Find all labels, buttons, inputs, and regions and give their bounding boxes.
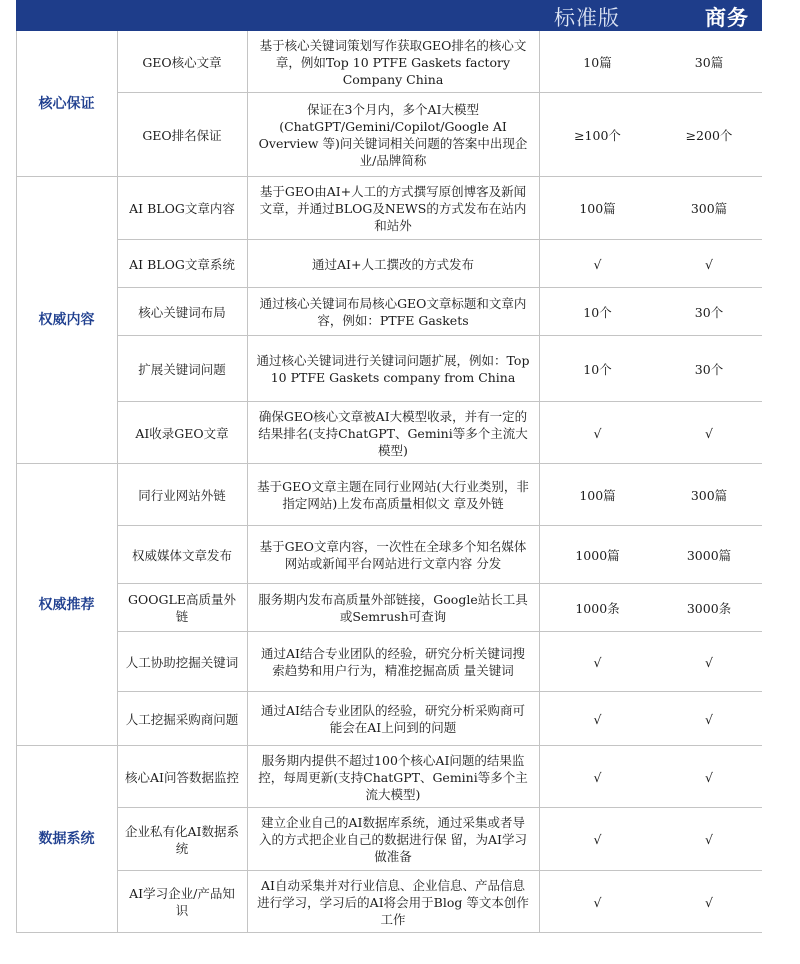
feature-description: 基于GEO文章内容，一次性在全球多个知名媒体网站或新闻平台网站进行文章内容 分发 <box>259 539 527 571</box>
business-value: √ <box>705 711 713 727</box>
feature-name: 企业私有化AI数据系统 <box>125 823 239 856</box>
feature-description: 建立企业自己的AI数据库系统，通过采集或者导入的方式把企业自己的数据进行保 留，为AI学习做准备 <box>259 815 527 864</box>
feature-name: GEO排名保证 <box>142 127 222 143</box>
feature-name: 权威媒体文章发布 <box>131 547 232 563</box>
standard-value: √ <box>593 711 602 727</box>
standard-value: √ <box>593 832 602 847</box>
category-cell: 权威内容 <box>38 312 95 328</box>
feature-description: 通过核心关键词布局核心GEO文章标题和文章内容，例如：PTFE Gaskets <box>259 296 527 328</box>
feature-name: 人工协助挖掘关键词 <box>125 654 239 670</box>
feature-description: 基于GEO由AI+人工的方式撰写原创博客及新闻文章，并通过BLOG及NEWS的方式发布在站内和站外 <box>259 184 527 233</box>
column-divider <box>16 31 17 933</box>
business-value: 30篇 <box>694 54 724 70</box>
business-plan-label: 商务版 <box>705 6 749 60</box>
business-value: 3000篇 <box>686 547 732 563</box>
standard-value: √ <box>593 769 602 785</box>
feature-name: 人工挖掘采购商问题 <box>125 711 239 727</box>
row-divider <box>117 932 762 933</box>
feature-name: GEO核心文章 <box>142 54 222 70</box>
standard-value: √ <box>593 654 602 670</box>
feature-name: GOOGLE高质量外链 <box>128 592 236 624</box>
standard-value: 10个 <box>583 361 612 377</box>
feature-description: 通过核心关键词进行关键词问题扩展，例如：Top 10 PTFE Gaskets company from China <box>256 353 530 385</box>
business-value: √ <box>705 256 713 272</box>
feature-description: 通过AI+人工撰改的方式发布 <box>312 256 474 272</box>
column-divider <box>247 31 248 933</box>
business-value: 300篇 <box>690 487 728 503</box>
column-divider <box>117 31 118 933</box>
business-value: 30个 <box>694 304 724 320</box>
feature-name: AI收录GEO文章 <box>135 425 229 441</box>
business-value: √ <box>705 654 713 670</box>
feature-description: AI自动采集并对行业信息、企业信息、产品信息进行学习，学习后的AI将会用于Blog 等文本创作工作 <box>257 877 529 927</box>
category-cell: 权威推荐 <box>38 596 95 613</box>
business-value: 30个 <box>694 361 724 377</box>
business-value: √ <box>705 425 713 441</box>
comparison-table <box>16 31 762 933</box>
feature-description: 服务期内发布高质量外部链接，Google站长工具或Semrush可查询 <box>258 592 528 624</box>
business-value: ≥200个 <box>685 127 733 143</box>
standard-value: 10个 <box>583 304 612 320</box>
column-divider <box>539 31 540 933</box>
feature-description: 服务期内提供不超过100个核心AI问题的结果监控，每周更新(支持ChatGPT、Gemini等多个主流大模型) <box>258 752 528 802</box>
standard-value: 1000条 <box>575 600 620 616</box>
business-value: 300篇 <box>690 201 728 216</box>
feature-name: 核心关键词布局 <box>138 304 226 320</box>
category-cell: 数据系统 <box>38 831 95 847</box>
standard-value: ≥100个 <box>574 127 621 143</box>
feature-name: AI BLOG文章系统 <box>129 256 235 272</box>
standard-value: 10篇 <box>583 54 612 70</box>
table-header-bar <box>16 0 762 60</box>
business-value: √ <box>705 769 713 785</box>
standard-value: 100篇 <box>579 201 616 216</box>
feature-name: 同行业网站外链 <box>138 487 226 503</box>
business-value: √ <box>705 832 713 847</box>
feature-description: 基于GEO文章主题在同行业网站(大行业类别，非指定网站)上发布高质量相似文 章及外链 <box>257 479 529 511</box>
standard-value: √ <box>593 256 602 272</box>
standard-value: √ <box>593 425 602 441</box>
feature-description: 通过AI结合专业团队的经验，研究分析采购商可能会在AI上问到的问题 <box>261 703 525 735</box>
feature-name: 扩展关键词问题 <box>138 361 226 377</box>
standard-value: 1000篇 <box>575 547 620 563</box>
feature-name: AI BLOG文章内容 <box>129 201 235 216</box>
standard-value: 100篇 <box>579 487 616 503</box>
feature-description: 通过AI结合专业团队的经验，研究分析关键词搜索趋势和用户行为，精准挖掘高质 量关键词 <box>261 646 525 678</box>
business-value: 3000条 <box>686 600 732 616</box>
standard-value: √ <box>593 894 602 910</box>
feature-description: 确保GEO核心文章被AI大模型收录，并有一定的结果排名(支持ChatGPT、Gemini等多个主流大模型) <box>258 408 528 458</box>
business-value: √ <box>705 894 713 910</box>
feature-description: 基于核心关键词策划写作获取GEO排名的核心文章，例如Top 10 PTFE Gaskets factory Company China <box>259 37 527 87</box>
feature-description: 保证在3个月内，多个AI大模型(ChatGPT/Gemini/Copilot/Google AI Overview 等)问关键词相关问题的答案中出现企业/品牌简称 <box>258 102 528 168</box>
feature-name: 核心AI问答数据监控 <box>125 769 239 785</box>
standard-plan-label: 标准版 <box>554 6 620 30</box>
feature-name: AI学习企业/产品知识 <box>129 886 235 918</box>
category-cell: 核心保证 <box>38 95 95 112</box>
